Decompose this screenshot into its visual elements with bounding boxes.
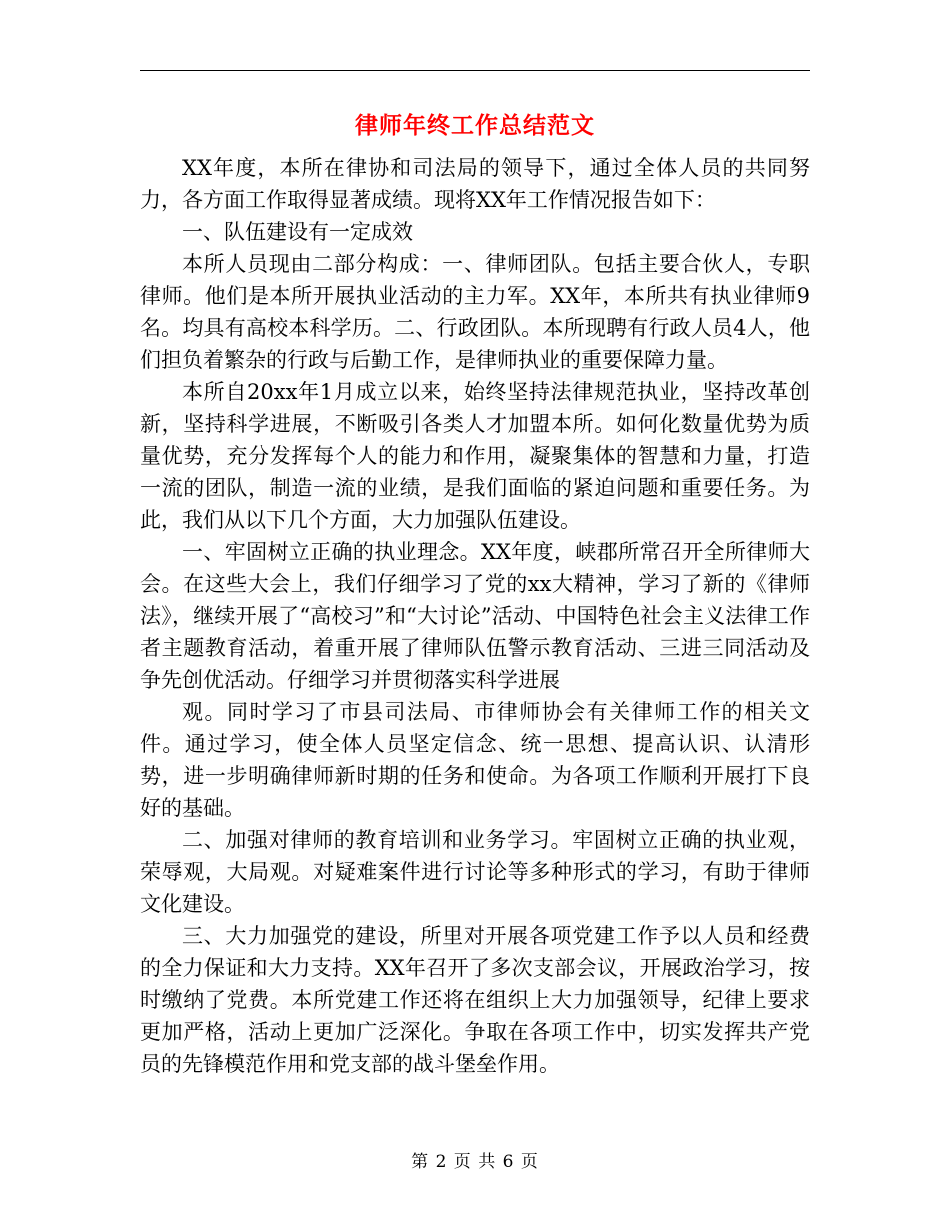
paragraph: 一、牢固树立正确的执业理念。XX年度，峡郡所常召开全所律师大会。在这些大会上，我们仔细学习了党的xx大精神，学习了新的《律师法》，继续开展了“高校习”和“大讨论”活动、中国特色社会主义法律工作者主题教育活动，着重开展了律师队伍警示教育活动、三进三同活动及争先创优活动。仔细学习并贯彻落实科学进展 (140, 540, 810, 692)
paragraph: 观。同时学习了市县司法局、市律师协会有关律师工作的相关文件。通过学习，使全体人员坚定信念、统一思想、提高认识、认清形势，进一步明确律师新时期的任务和使命。为各项工作顺利开展打下良好的基础。 (140, 700, 810, 820)
page-number-label: 第 2 页 共 6 页 (411, 1152, 539, 1172)
header-rule (140, 70, 810, 71)
document-body (140, 152, 810, 1080)
document-title: 律师年终工作总结范文 (355, 112, 595, 139)
section-heading: 一、队伍建设有一定成效 (182, 220, 413, 244)
paragraph: 二、加强对律师的教育培训和业务学习。牢固树立正确的执业观，荣辱观，大局观。对疑难案件进行讨论等多种形式的学习，有助于律师文化建设。 (140, 828, 810, 916)
paragraph: 本所人员现由二部分构成：一、律师团队。包括主要合伙人，专职律师。他们是本所开展执业活动的主力军。XX年，本所共有执业律师9名。均具有高校本科学历。二、行政团队。本所现聘有行政人员4人，他们担负着繁杂的行政与后勤工作，是律师执业的重要保障力量。 (140, 252, 810, 372)
page-footer (0, 1150, 950, 1174)
paragraph: 本所自20xx年1月成立以来，始终坚持法律规范执业，坚持改革创新，坚持科学进展，不断吸引各类人才加盟本所。如何化数量优势为质量优势，充分发挥每个人的能力和作用，凝聚集体的智慧和力量，打造一流的团队，制造一流的业绩，是我们面临的紧迫问题和重要任务。为此，我们从以下几个方面，大力加强队伍建设。 (140, 380, 810, 532)
paragraph: 三、大力加强党的建设，所里对开展各项党建工作予以人员和经费的全力保证和大力支持。XX年召开了多次支部会议，开展政治学习，按时缴纳了党费。本所党建工作还将在组织上大力加强领导，纪律上要求更加严格，活动上更加广泛深化。争取在各项工作中，切实发挥共产党员的先锋模范作用和党支部的战斗堡垒作用。 (140, 924, 810, 1076)
paragraph: XX年度，本所在律协和司法局的领导下，通过全体人员的共同努力，各方面工作取得显著成绩。现将XX年工作情况报告如下： (140, 156, 810, 212)
